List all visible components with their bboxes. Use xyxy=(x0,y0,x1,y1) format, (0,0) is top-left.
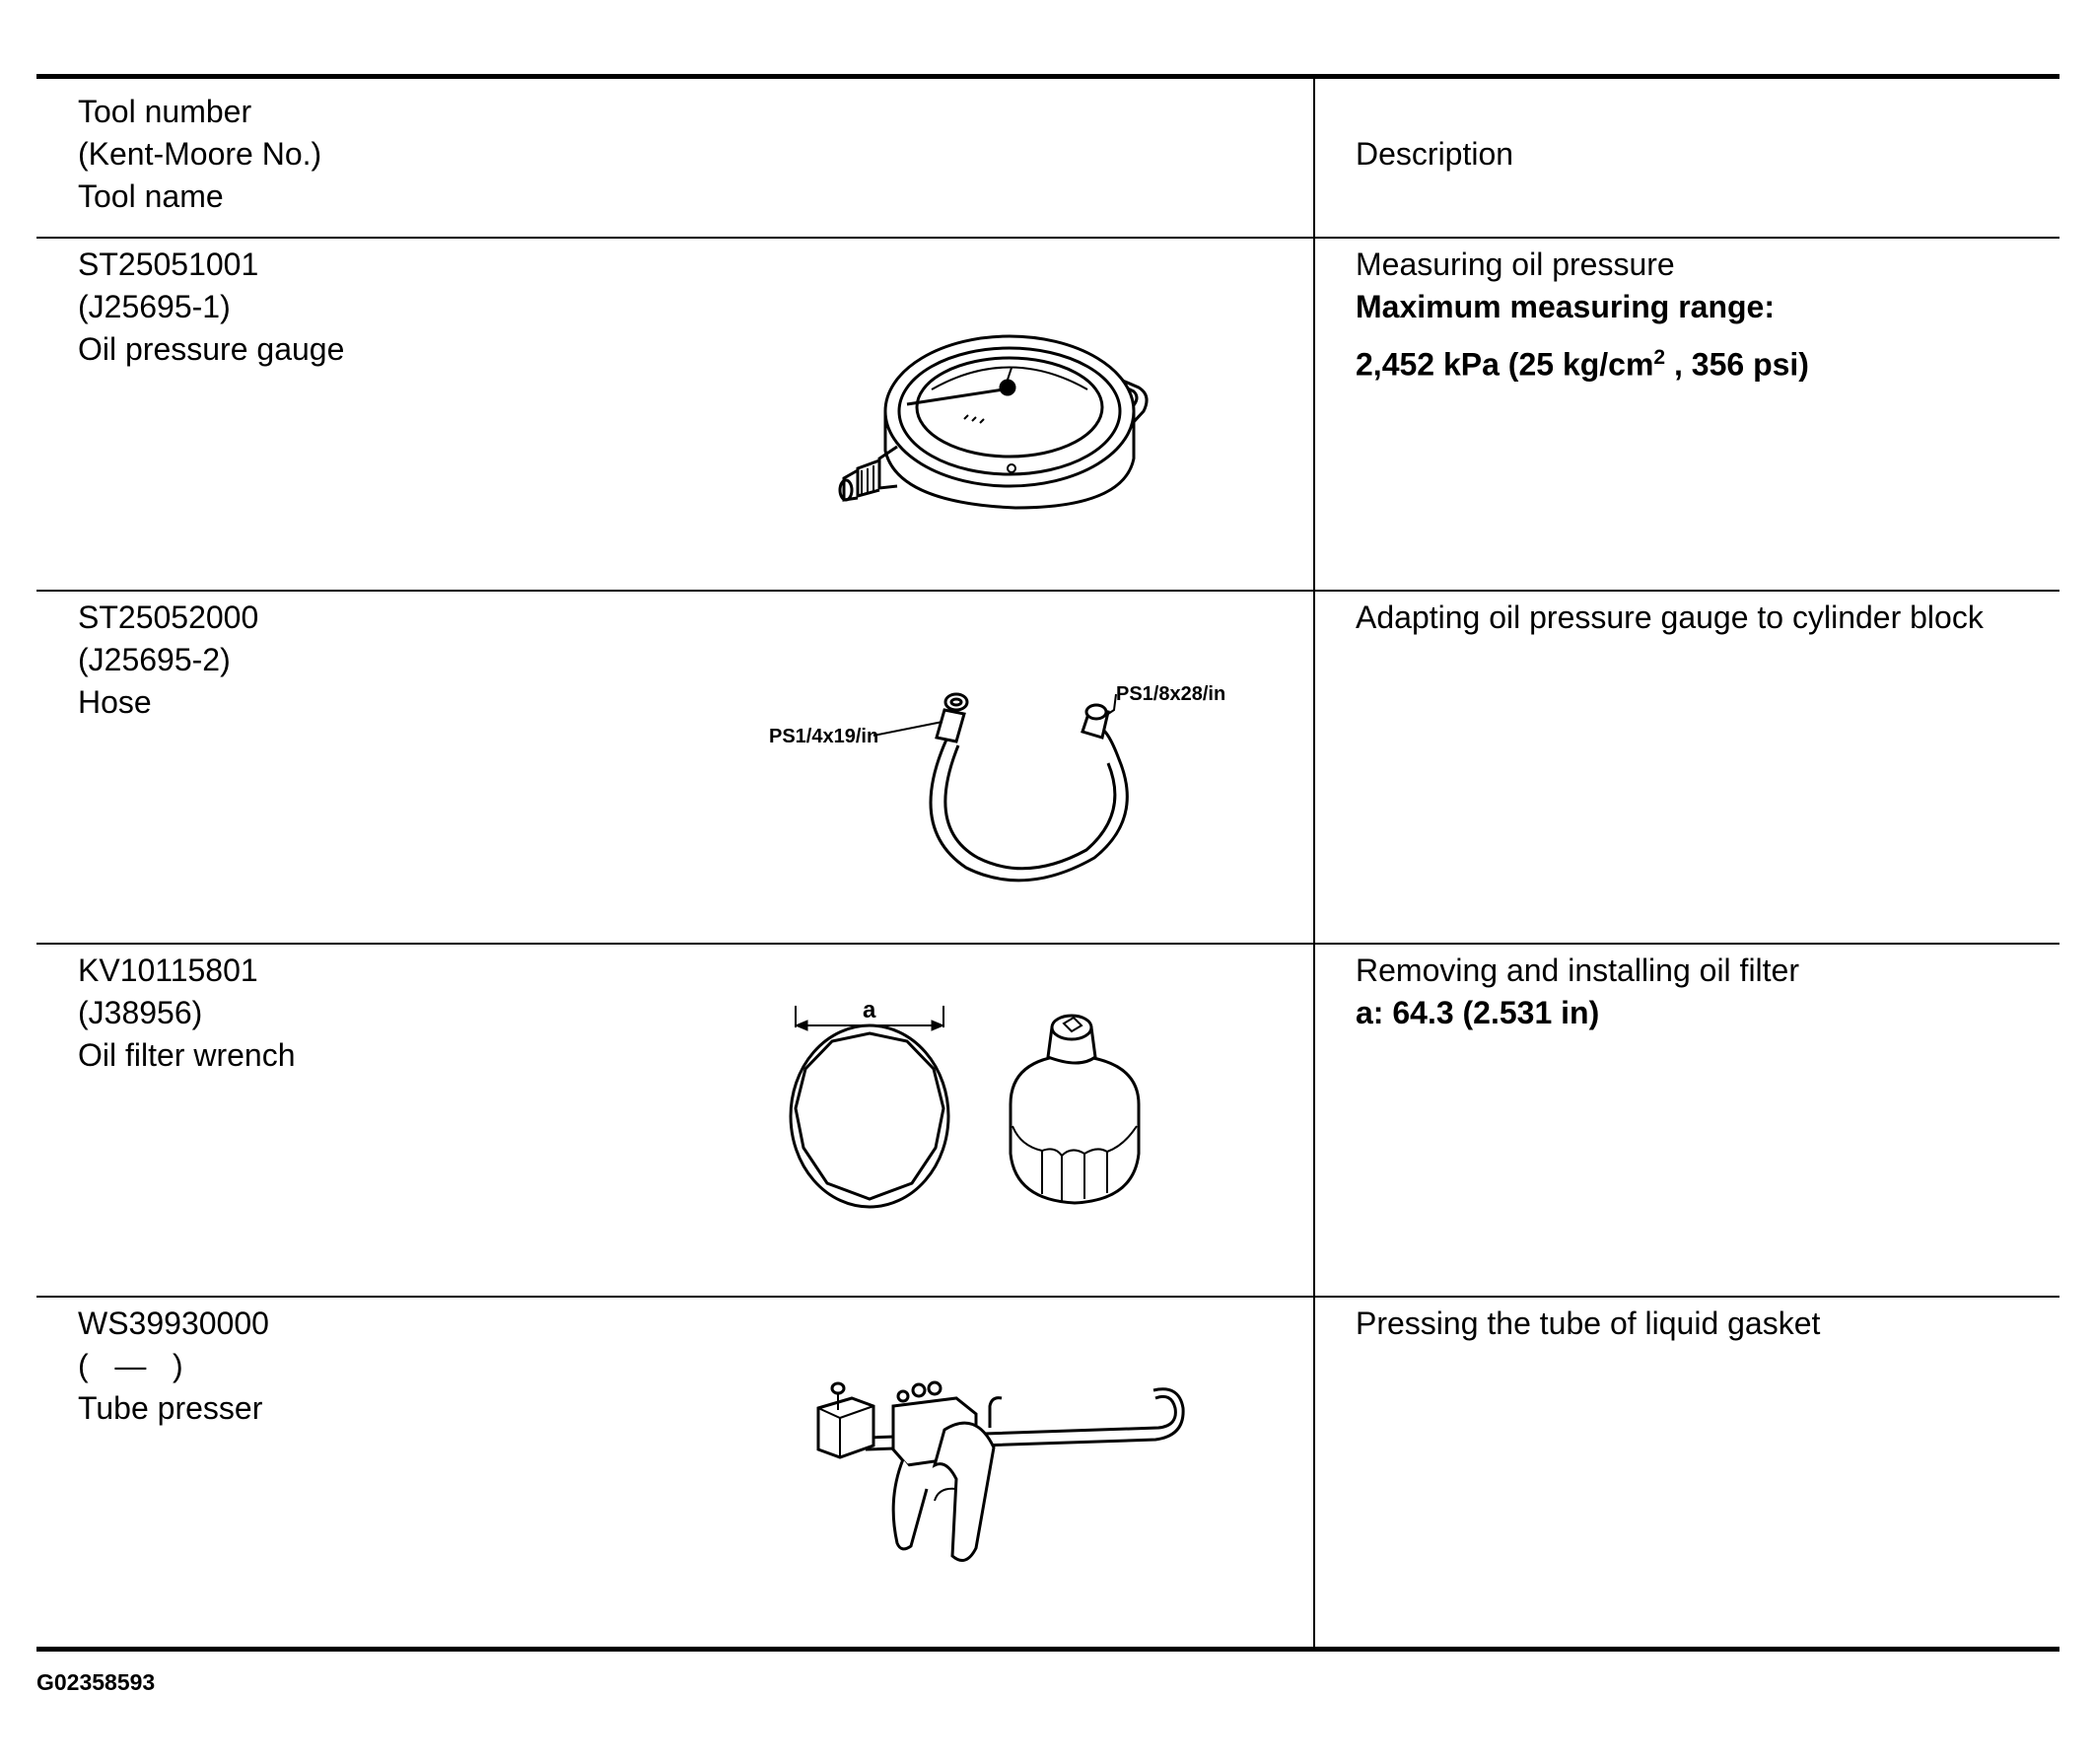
row-divider-3 xyxy=(36,1296,2059,1298)
tool-cell-hose xyxy=(78,597,258,724)
description-text: Removing and installing oil filter xyxy=(1356,953,1799,988)
hose-callout-right: PS1/8x28/in xyxy=(1116,683,1226,705)
tool-name: Hose xyxy=(78,684,152,720)
spec-value xyxy=(1356,336,1809,383)
description-text: Adapting oil pressure gauge to cylinder block xyxy=(1356,600,1984,635)
header-kent-moore: (Kent-Moore No.) xyxy=(78,136,322,172)
kent-moore-number: (J38956) xyxy=(78,995,203,1030)
tool-number: WS39930000 xyxy=(78,1305,269,1341)
kent-moore-number: (J25695-1) xyxy=(78,289,231,324)
table-top-rule xyxy=(36,74,2059,79)
row-divider-1 xyxy=(36,590,2059,592)
tube-presser-illustration xyxy=(808,1371,1183,1583)
row-divider-2 xyxy=(36,943,2059,945)
spec-value: a: 64.3 (2.531 in) xyxy=(1356,995,1600,1030)
oil-pressure-gauge-illustration xyxy=(838,320,1163,532)
table-bottom-rule xyxy=(36,1647,2059,1652)
tool-cell-oil-pressure-gauge xyxy=(78,244,344,371)
description-cell-tube-presser xyxy=(1356,1303,1820,1345)
description-cell-hose xyxy=(1356,597,1984,639)
spec-label: Maximum measuring range: xyxy=(1356,289,1775,324)
header-description: Description xyxy=(1356,136,1514,172)
spec-value-tail: , 356 psi) xyxy=(1665,346,1809,383)
figure-code: G02358593 xyxy=(36,1669,156,1695)
hose-illustration xyxy=(769,680,1242,887)
tool-name: Oil filter wrench xyxy=(78,1037,296,1073)
hose-callout-left: PS1/4x19/in xyxy=(769,726,879,747)
spec-value-superscript: 2 xyxy=(1653,346,1666,369)
tool-name: Tube presser xyxy=(78,1390,263,1426)
tool-cell-oil-filter-wrench xyxy=(78,950,296,1077)
description-cell-oil-pressure-gauge xyxy=(1356,244,1809,383)
spec-value-main: 2,452 kPa (25 kg/cm xyxy=(1356,346,1654,383)
kent-moore-number: (J25695-2) xyxy=(78,642,231,677)
header-tool-number: Tool number xyxy=(78,94,252,129)
tool-cell-tube-presser xyxy=(78,1303,269,1430)
tool-number: ST25052000 xyxy=(78,600,259,635)
tool-number: KV10115801 xyxy=(78,953,258,988)
description-text: Pressing the tube of liquid gasket xyxy=(1356,1305,1821,1341)
tool-name: Oil pressure gauge xyxy=(78,331,345,367)
dimension-label-a: a xyxy=(863,997,876,1023)
oil-filter-wrench-illustration xyxy=(784,998,1188,1210)
description-text: Measuring oil pressure xyxy=(1356,247,1675,282)
header-tool-column xyxy=(78,91,321,218)
description-cell-oil-filter-wrench xyxy=(1356,950,1799,1034)
header-tool-name: Tool name xyxy=(78,178,224,214)
tool-number: ST25051001 xyxy=(78,247,259,282)
header-bottom-rule xyxy=(36,237,2059,239)
column-divider xyxy=(1313,76,1315,1652)
kent-moore-number: ( — ) xyxy=(78,1348,183,1383)
